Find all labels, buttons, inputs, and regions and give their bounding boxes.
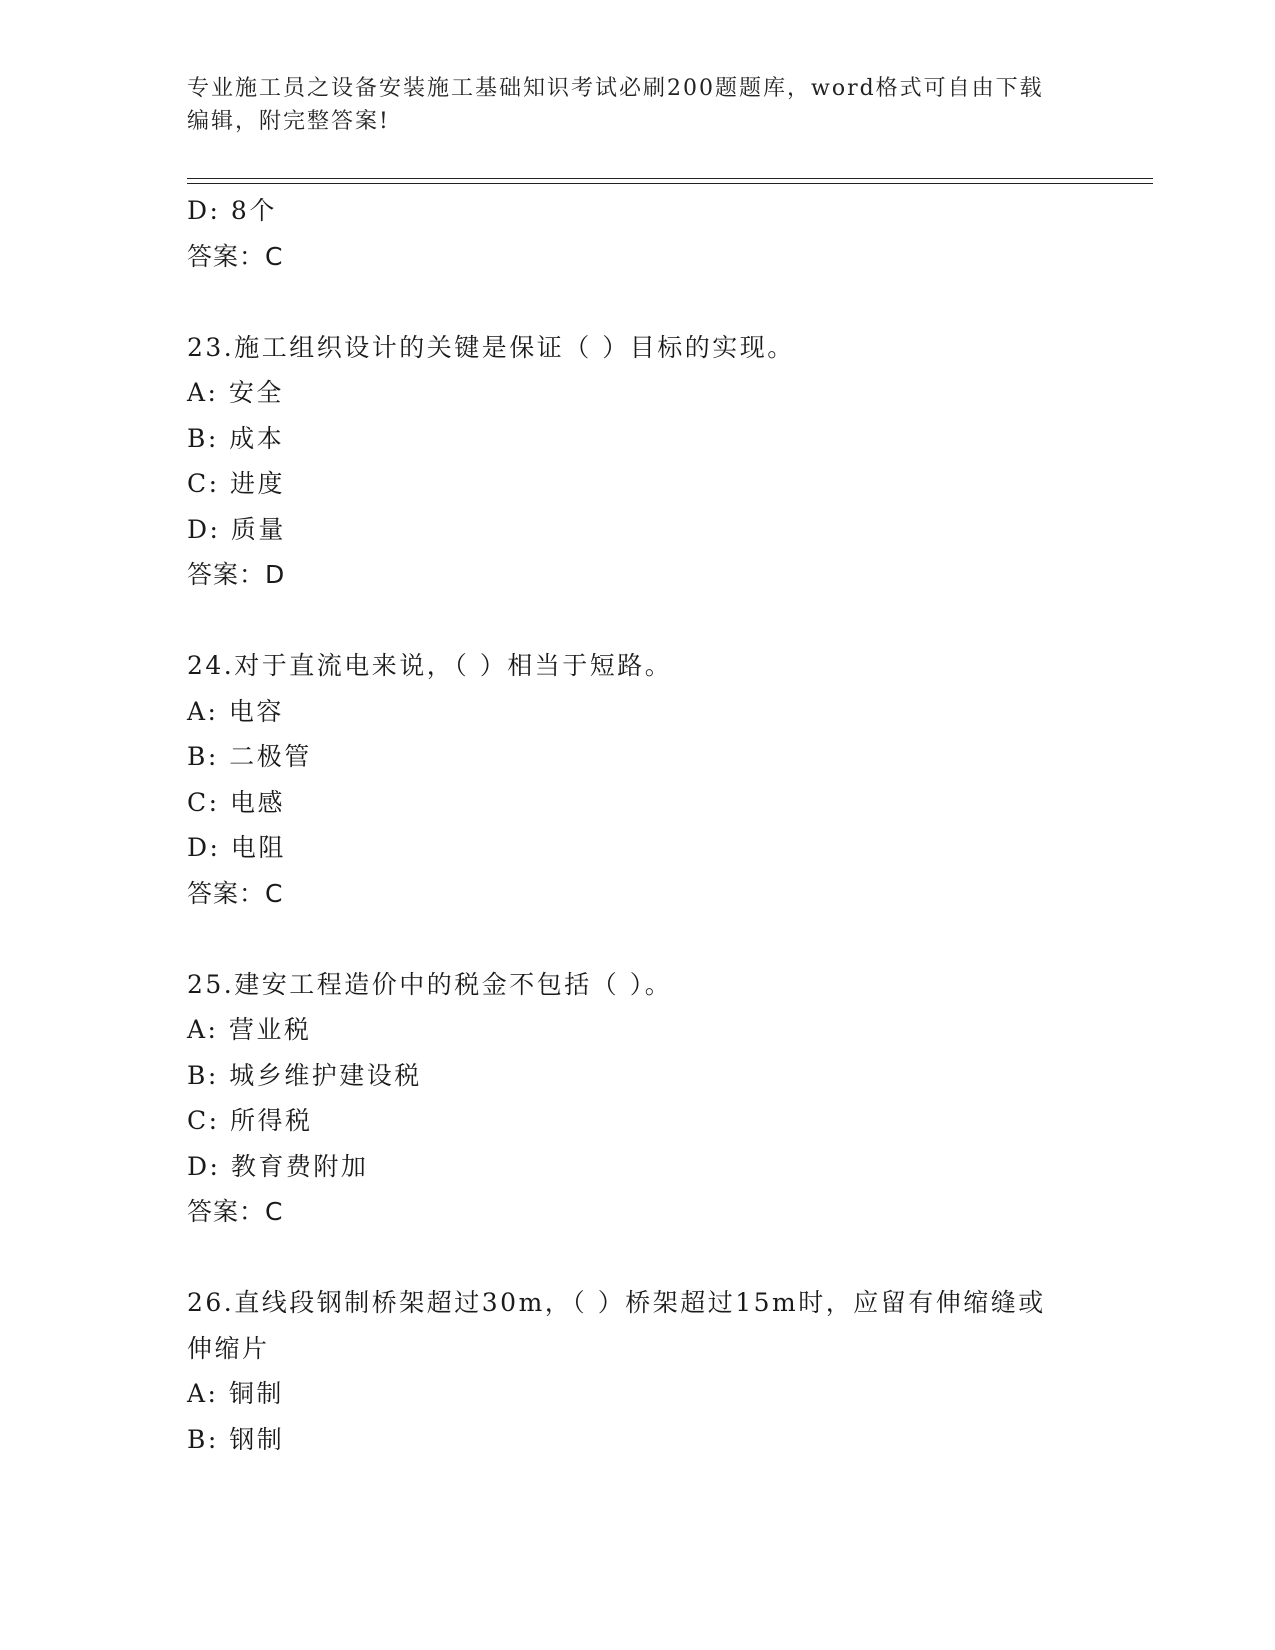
option-a: A: 安全 <box>187 378 284 407</box>
option-b: B: 城乡维护建设税 <box>187 1060 422 1090</box>
option-c: C: 进度 <box>187 469 285 498</box>
spacer <box>187 916 1087 962</box>
answer: 答案：C <box>187 878 284 908</box>
question-stem: 23.施工组织设计的关键是保证（ ）目标的实现。 <box>187 332 795 362</box>
question-stem-line-1: 26.直线段钢制桥架超过30m，（ ）桥架超过15m时，应留有伸缩缝或 <box>187 1288 1046 1317</box>
page-header <box>187 72 1087 138</box>
question-stem: 25.建安工程造价中的税金不包括（ ）。 <box>187 969 673 999</box>
option-d: D: 质量 <box>187 514 286 544</box>
prev-answer: 答案：C <box>187 241 284 271</box>
question-24 <box>187 643 1087 916</box>
header-line-2: 编辑，附完整答案! <box>187 109 390 134</box>
option-b: B: 成本 <box>187 423 285 453</box>
spacer <box>187 1235 1087 1281</box>
question-stem-line-2: 伸缩片 <box>187 1333 270 1363</box>
option-c: C: 所得税 <box>187 1106 313 1135</box>
option-b: B: 钢制 <box>187 1424 285 1454</box>
header-line-1: 专业施工员之设备安装施工基础知识考试必刷200题题库，word格式可自由下载 <box>187 76 1044 101</box>
spacer <box>187 598 1087 644</box>
answer: 答案：C <box>187 1197 284 1226</box>
question-26 <box>187 1280 1087 1462</box>
prev-option-d: D: 8个 <box>187 196 277 225</box>
answer: 答案：D <box>187 560 286 589</box>
option-c: C: 电感 <box>187 787 285 817</box>
question-23 <box>187 325 1087 598</box>
option-a: A: 电容 <box>187 696 284 726</box>
header-divider <box>187 178 1153 184</box>
option-b: B: 二极管 <box>187 742 312 771</box>
question-list <box>187 188 1087 1462</box>
question-stem: 24.对于直流电来说，（ ）相当于短路。 <box>187 651 673 680</box>
option-d: D: 教育费附加 <box>187 1151 369 1181</box>
option-d: D: 电阻 <box>187 833 286 862</box>
spacer <box>187 279 1087 325</box>
question-25 <box>187 962 1087 1235</box>
option-a: A: 营业税 <box>187 1015 312 1044</box>
option-a: A: 铜制 <box>187 1379 284 1408</box>
